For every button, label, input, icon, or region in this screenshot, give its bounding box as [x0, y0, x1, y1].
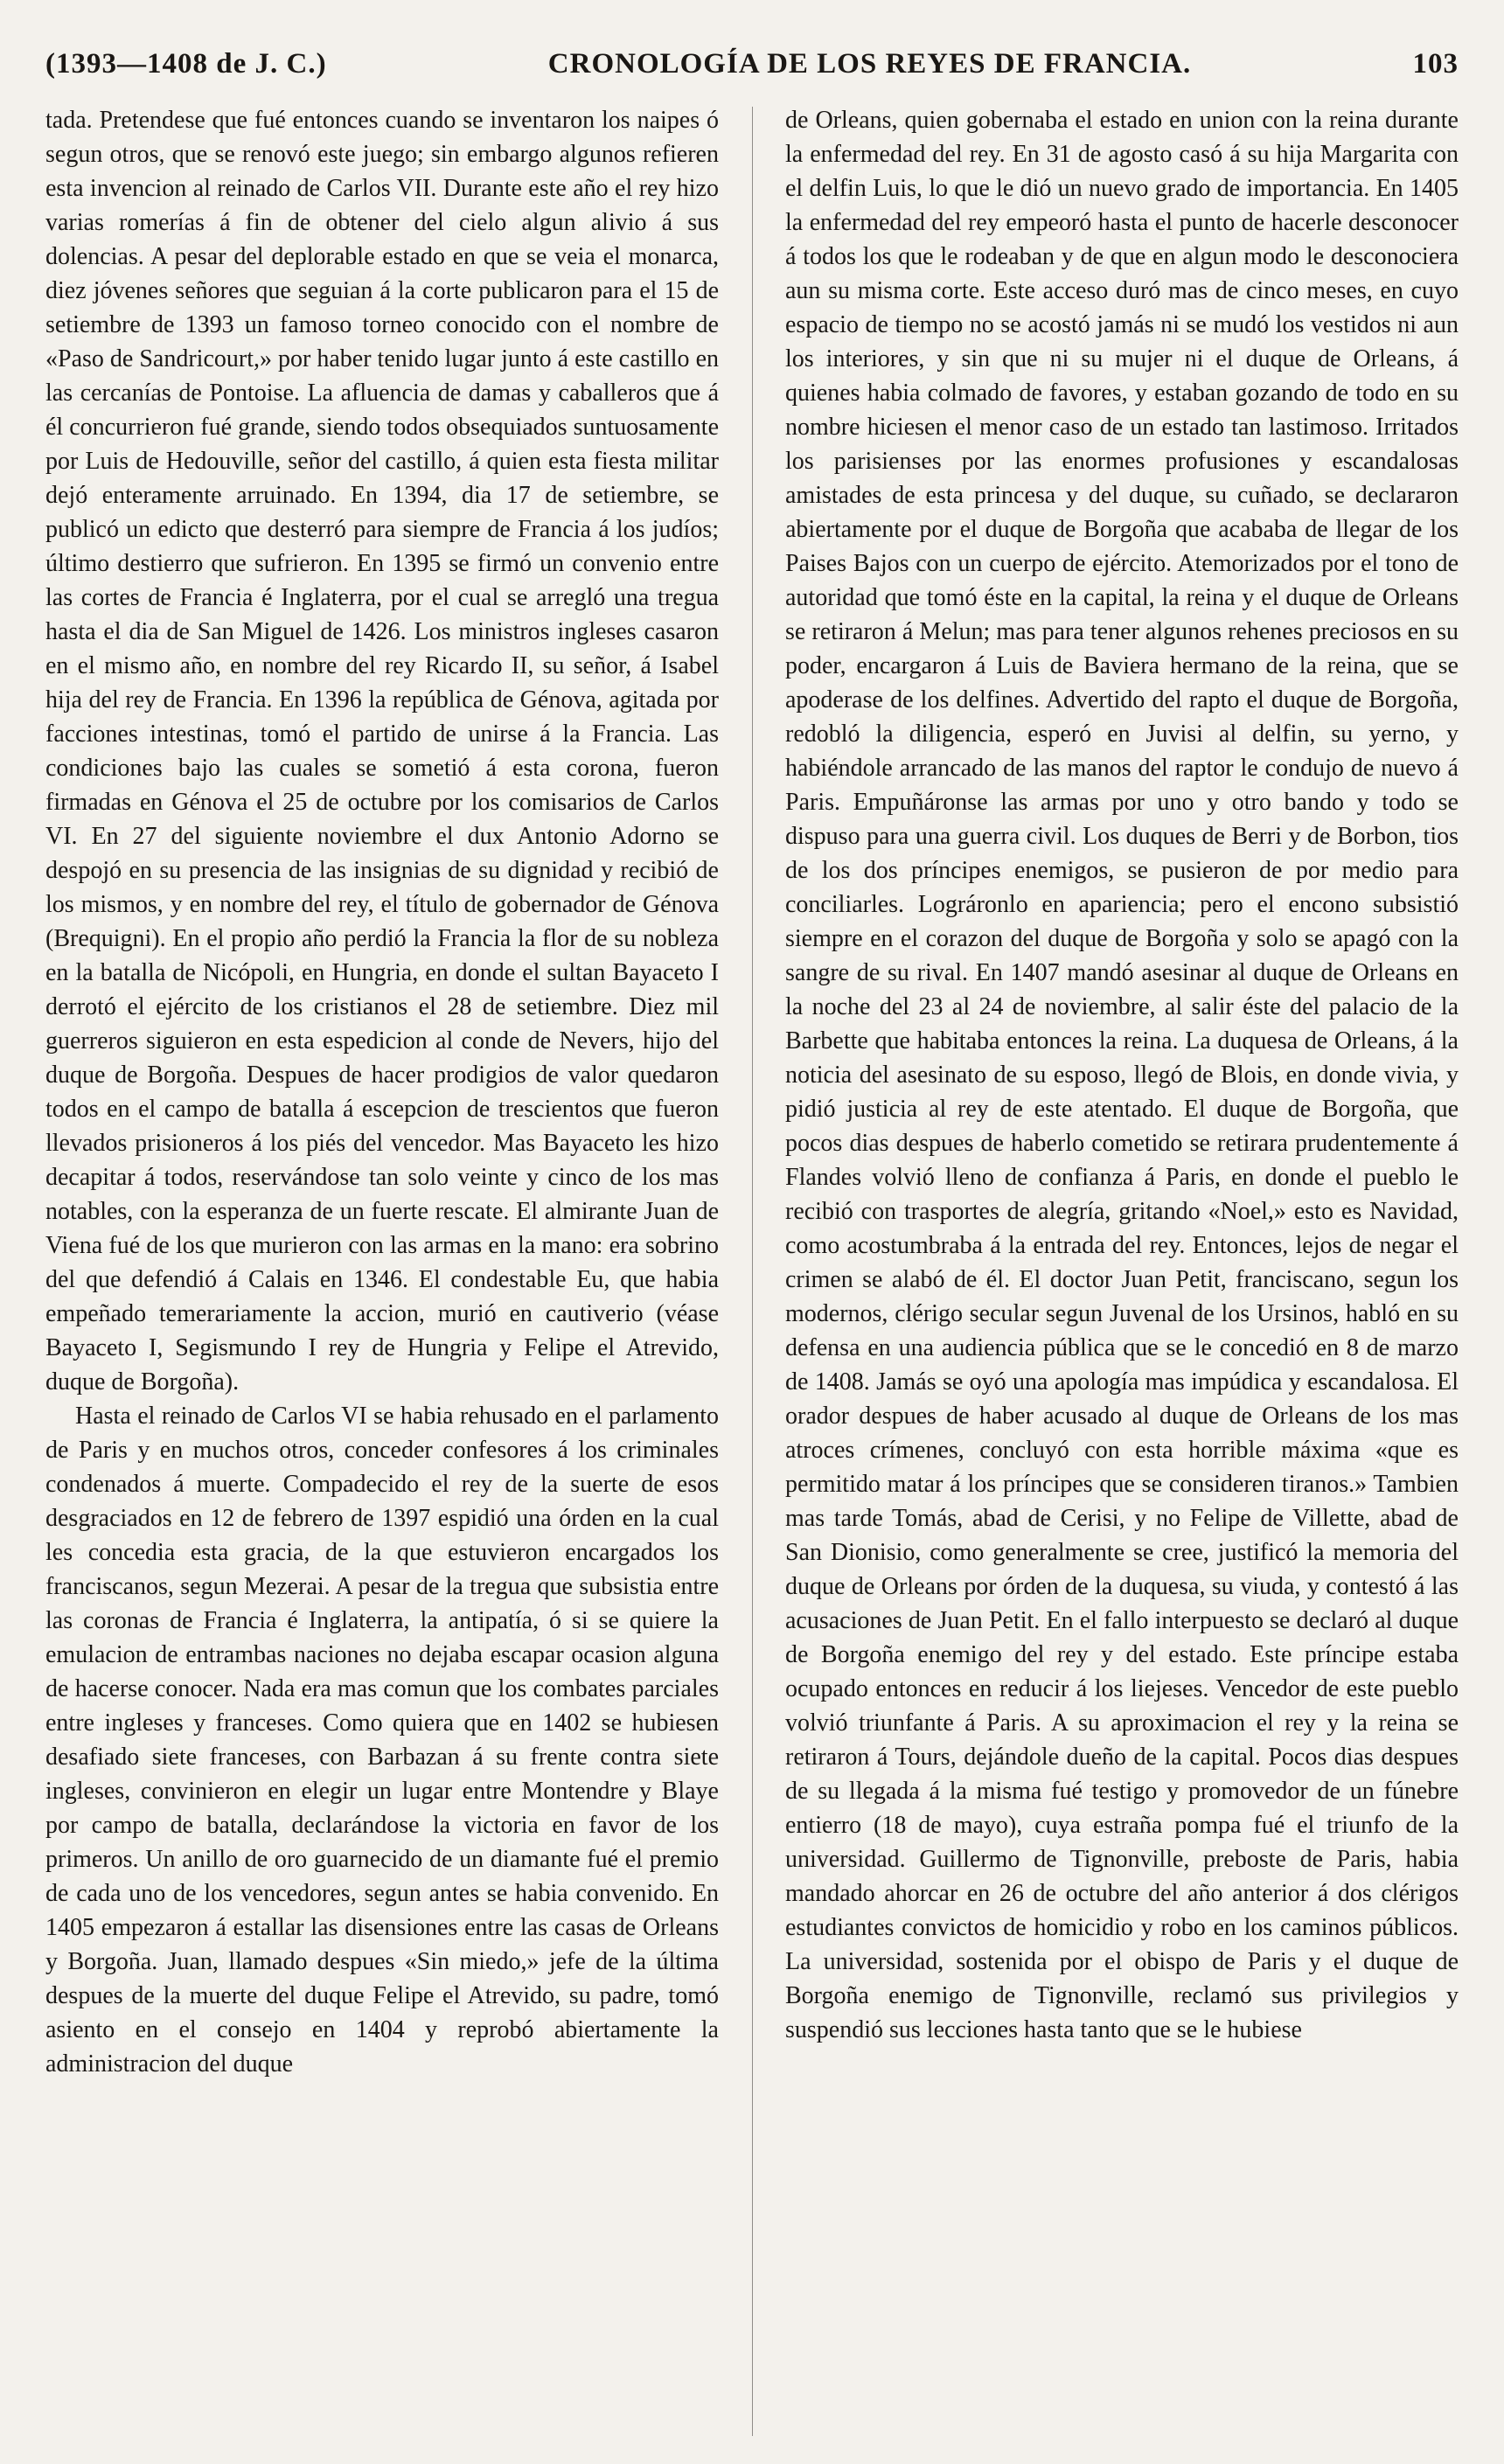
header-date-range: (1393—1408 de J. C.) [45, 47, 327, 80]
right-column [785, 103, 1459, 2440]
left-column-paragraph-1: tada. Pretendese que fué entonces cuando se inventaron los naipes ó segun otros, que se renovó este juego; sin embargo algunos refieren esta invencion al reinado de Carlos VII. Durante este año el rey hizo varias romerías á fin de obtener del cielo algun alivio á sus dolencias. A pesar del deplorable estado en que se veia el monarca, diez jóvenes señores que seguian á la corte publicaron para el 15 de setiembre de 1393 un famoso torneo conocido con el nombre de «Paso de Sandricourt,» por haber tenido lugar junto á este castillo en las cercanías de Pontoise. La afluencia de damas y caballeros que á él concurrieron fué grande, siendo todos obsequiados suntuosamente por Luis de Hedouville, señor del castillo, á quien esta fiesta militar dejó enteramente arruinado. En 1394, dia 17 de setiembre, se publicó un edicto que desterró para siempre de Francia á los judíos; último destierro que sufrieron. En 1395 se firmó un convenio entre las cortes de Francia é Inglaterra, por el cual se arregló una tregua hasta el dia de San Miguel de 1426. Los ministros ingleses casaron en el mismo año, en nombre del rey Ricardo II, su señor, á Isabel hija del rey de Francia. En 1396 la república de Génova, agitada por facciones intestinas, tomó el partido de unirse á la Francia. Las condiciones bajo las cuales se sometió á esta corona, fueron firmadas en Génova el 25 de octubre por los comisarios de Carlos VI. En 27 del siguiente noviembre el dux Antonio Adorno se despojó en su presencia de las insignias de su dignidad y recibió de los mismos, y en nombre del rey, el título de gobernador de Génova (Brequigni). En el propio año perdió la Francia la flor de su nobleza en la batalla de Nicópoli, en Hungria, en donde el sultan Bayaceto I derrotó el ejército de los cristianos el 28 de setiembre. Diez mil guerreros siguieron en esta espedicion al conde de Nevers, hijo del duque de Borgoña. Despues de hacer prodigios de valor quedaron todos en el campo de batalla á escepcion de trescientos que fueron llevados prisioneros á los piés del vencedor. Mas Bayaceto les hizo decapitar á todos, reservándose tan solo veinte y cinco de los mas notables, con la esperanza de un fuerte rescate. El almirante Juan de Viena fué de los que murieron con las armas en la mano: era sobrino del que defendió á Calais en 1346. El condestable Eu, que habia empeñado temerariamente la accion, murió en cautiverio (véase Bayaceto I, Segismundo I rey de Hungria y Felipe el Atrevido, duque de Borgoña). [45, 107, 719, 1396]
running-head [45, 38, 1459, 89]
column-divider [752, 107, 753, 2436]
left-column [45, 103, 719, 2440]
text-columns [45, 103, 1459, 2440]
left-column-paragraph-2: Hasta el reinado de Carlos VI se habia rehusado en el parlamento de Paris y en muchos otros, conceder confesores á los criminales condenados á muerte. Compadecido el rey de la suerte de esos desgraciados en 12 de febrero de 1397 espidió una órden en la cual les concedia esta gracia, de la que estuvieron encargados los franciscanos, segun Mezerai. A pesar de la tregua que subsistia entre las coronas de Francia é Inglaterra, la antipatía, ó si se quiere la emulacion de entrambas naciones no dejaba escapar ocasion alguna de hacerse conocer. Nada era mas comun que los combates parciales entre ingleses y franceses. Como quiera que en 1402 se hubiesen desafiado siete franceses, con Barbazan á su frente contra siete ingleses, convinieron en elegir un lugar entre Montendre y Blaye por campo de batalla, declarándose la victoria en favor de los primeros. Un anillo de oro guarnecido de un diamante fué el premio de cada uno de los vencedores, segun antes se habia convenido. En 1405 empezaron á estallar las disensiones entre las casas de Orleans y Borgoña. Juan, llamado despues «Sin miedo,» jefe de la última despues de la muerte del duque Felipe el Atrevido, su padre, tomó asiento en el consejo en 1404 y reprobó abiertamente la administracion del duque [45, 1403, 719, 2078]
page-number: 103 [1412, 47, 1459, 80]
header-title: CRONOLOGÍA DE LOS REYES DE FRANCIA. [547, 47, 1192, 80]
right-column-paragraph-1: de Orleans, quien gobernaba el estado en union con la reina durante la enfermedad del rey. En 31 de agosto casó á su hija Margarita con el delfin Luis, lo que le dió un nuevo grado de importancia. En 1405 la enfermedad del rey empeoró hasta el punto de hacerle desconocer á todos los que le rodeaban y de que en algun modo le desconociera aun su misma corte. Este acceso duró mas de cinco meses, en cuyo espacio de tiempo no se acostó jamás ni se mudó los vestidos ni aun los interiores, y sin que ni su mujer ni el duque de Orleans, á quienes habia colmado de favores, y estaban gozando de todo en su nombre hiciesen el menor caso de un estado tan lastimoso. Irritados los parisienses por las enormes profusiones y escandalosas amistades de esta princesa y del duque, su cuñado, se declararon abiertamente por el duque de Borgoña que acababa de llegar de los Paises Bajos con un cuerpo de ejército. Atemorizados por el tono de autoridad que tomó éste en la capital, la reina y el duque de Orleans se retiraron á Melun; mas para tener algunos rehenes preciosos en su poder, encargaron á Luis de Baviera hermano de la reina, que se apoderase de los delfines. Advertido del rapto el duque de Borgoña, redobló la diligencia, esperó en Juvisi al delfin, su yerno, y habiéndole arrancado de las manos del raptor le condujo de nuevo á Paris. Empuñáronse las armas por uno y otro bando y todo se dispuso para una guerra civil. Los duques de Berri y de Borbon, tios de los dos príncipes enemigos, se pusieron de por medio para conciliarles. Lográronlo en apariencia; pero el encono subsistió siempre en el corazon del duque de Borgoña y solo se apagó con la sangre de su rival. En 1407 mandó asesinar al duque de Orleans en la noche del 23 al 24 de noviembre, al salir éste del palacio de la Barbette que habitaba entonces la reina. La duquesa de Orleans, á la noticia del asesinato de su esposo, llegó de Blois, en donde vivia, y pidió justicia al rey de este atentado. El duque de Borgoña, que pocos dias despues de haberlo cometido se retirara prudentemente á Flandes volvió lleno de confianza á Paris, en donde el pueblo le recibió con trasportes de alegría, gritando «Noel,» esto es Navidad, como acostumbraba á la entrada del rey. Entonces, lejos de negar el crimen se alabó de él. El doctor Juan Petit, franciscano, segun los modernos, clérigo secular segun Juvenal de los Ursinos, habló en su defensa en una audiencia pública que se le concedió en 8 de marzo de 1408. Jamás se oyó una apología mas impúdica y escandalosa. El orador despues de haber acusado al duque de Orleans de los mas atroces crímenes, concluyó con esta horrible máxima «que es permitido matar á los príncipes que se consideren tiranos.» Tambien mas tarde Tomás, abad de Cerisi, y no Felipe de Villette, abad de San Dionisio, como generalmente se cree, justificó la memoria del duque de Orleans por órden de la duquesa, su viuda, y contestó á las acusaciones de Juan Petit. En el fallo interpuesto se declaró al duque de Borgoña enemigo del rey y del estado. Este príncipe estaba ocupado entonces en reducir á los liejeses. Vencedor de este pueblo volvió triunfante á Paris. A su aproximacion el rey y la reina se retiraron á Tours, dejándole dueño de la capital. Pocos dias despues de su llegada á la misma fué testigo y promovedor de un fúnebre entierro (18 de mayo), cuya estraña pompa fué el triunfo de la universidad. Guillermo de Tignonville, preboste de Paris, habia mandado ahorcar en 26 de octubre del año anterior á dos clérigos estudiantes convictos de homicidio y robo en los caminos públicos. La universidad, sostenida por el obispo de Paris y el duque de Borgoña enemigo de Tignonville, reclamó sus privilegios y suspendió sus lecciones hasta tanto que se le hubiese [785, 107, 1459, 2043]
